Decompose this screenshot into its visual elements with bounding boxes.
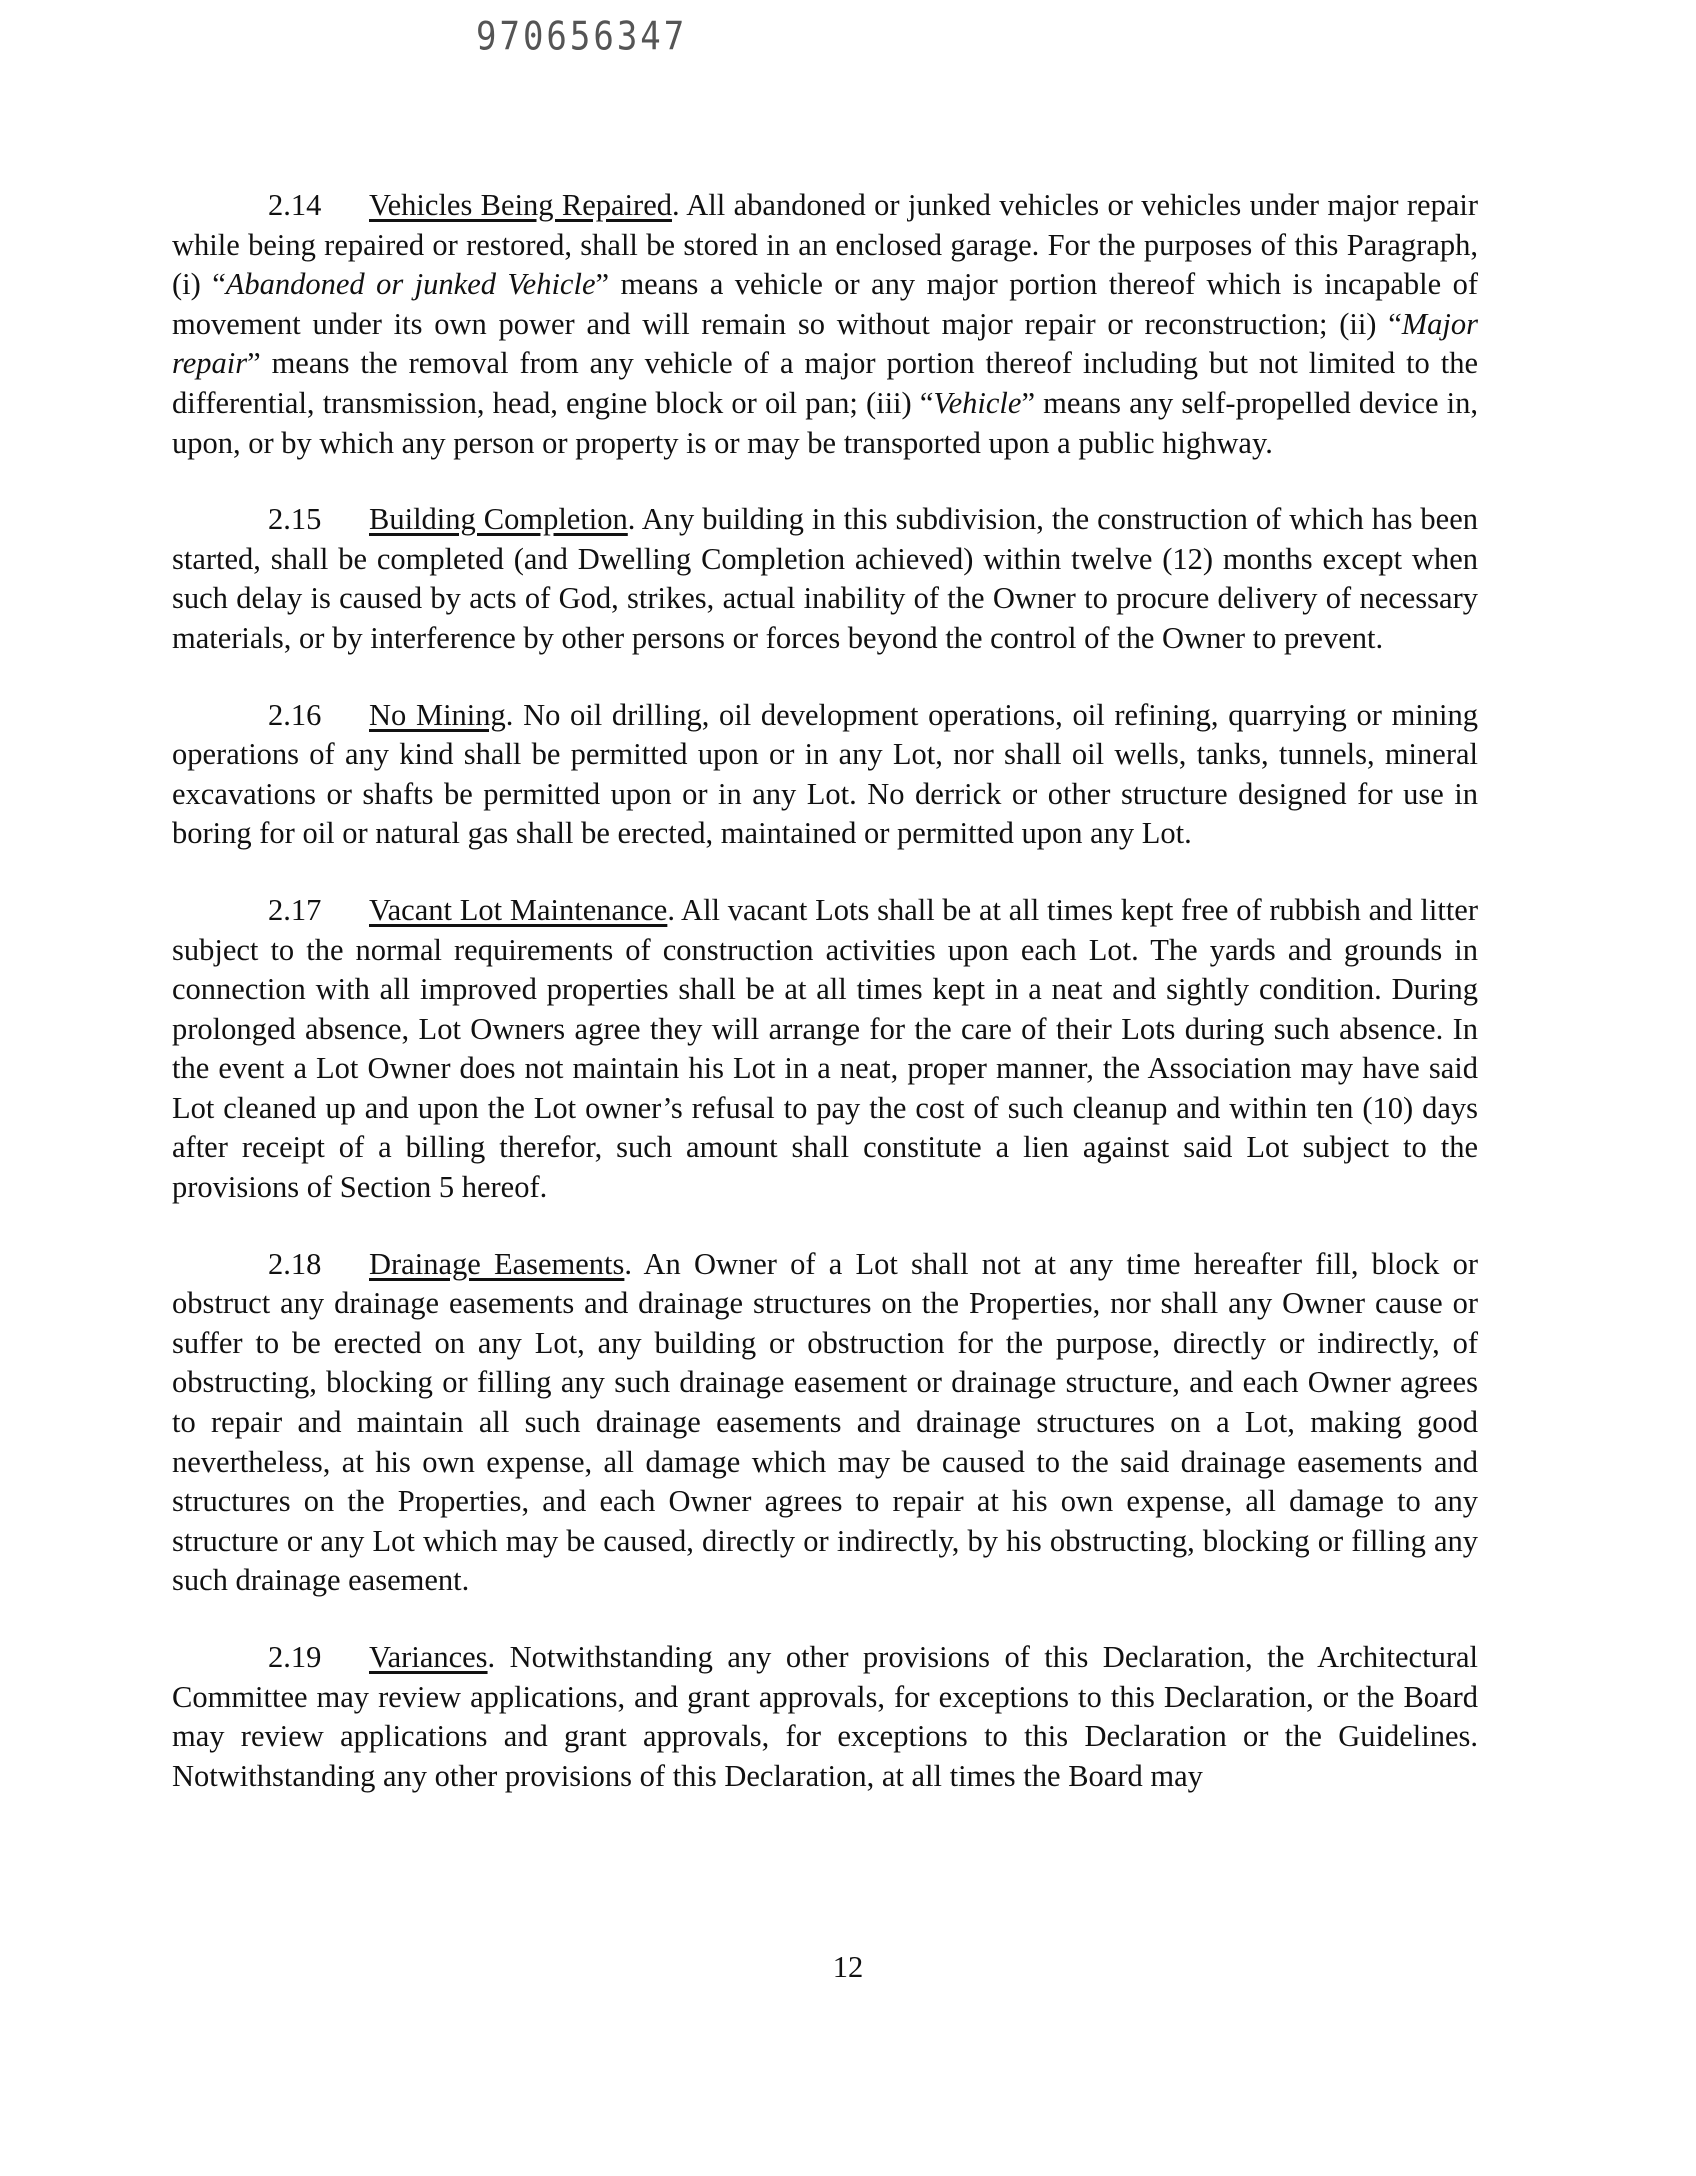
section-text: . All abandoned or junked vehicles or vehicles under major repair while being repaired or restored, shall be stored in an enclosed garage. For the purposes of this Paragraph, (i) “ — [172, 188, 1478, 302]
section-number: 2.19 — [268, 1640, 322, 1674]
section-title: No Mining — [369, 697, 506, 732]
recording-number: 970656347 — [476, 14, 688, 60]
section-text: ” means a vehicle or any major portion thereof which is incapable of movement under its own power and will remain so without major repair or reconstruction; (ii) “ — [172, 267, 1478, 341]
section-text: ” means any self-propelled device in, upon, or by which any person or property is or may be transported upon a public highway. — [172, 385, 1478, 460]
section-title: Variances — [369, 1640, 488, 1674]
section-2-16 — [172, 696, 1478, 854]
section-number: 2.18 — [268, 1246, 322, 1281]
section-2-15 — [172, 500, 1478, 658]
defined-term: Vehicle — [933, 385, 1022, 420]
section-text: . No oil drilling, oil development operations, oil refining, quarrying or mining operations of any kind shall be permitted upon or in any Lot, nor shall oil wells, tanks, tunnels, mineral excavations or shafts be permitted upon or in any Lot. No derrick or other structure designed for use in boring for oil or natural gas shall be erected, maintained or permitted upon any Lot. — [172, 697, 1478, 851]
section-text: . An Owner of a Lot shall not at any time hereafter fill, block or obstruct any drainage easements and drainage structures on the Properties, nor shall any Owner cause or suffer to be erected on any Lot, any building or obstruction for the purpose, directly or indirectly, of obstructing, blocking or filling any such drainage easement or drainage structure, and each Owner agrees to repair and maintain all such drainage easements and drainage structures on a Lot, making good nevertheless, at his own expense, all damage which may be caused to the said drainage easements and structures on the Properties, and each Owner agrees to repair at his own expense, all damage to any structure or any Lot which may be caused, directly or indirectly, by his obstructing, blocking or filling any such drainage easement. — [172, 1246, 1478, 1598]
document-body — [172, 186, 1478, 1833]
section-title: Building Completion — [369, 502, 628, 537]
section-title: Vacant Lot Maintenance — [369, 892, 668, 927]
section-text: ” means the removal from any vehicle of a major portion thereof including but not limited to the differential, transmission, head, engine block or oil pan; (iii) “ — [172, 346, 1478, 420]
section-text: . Notwithstanding any other provisions of this Declaration, the Architectural Committee may review applications, and grant approvals, for exceptions to this Declaration, or the Board may review applications and grant approvals, for exceptions to this Declaration or the Guidelines. Notwithstanding any other provisions of this Declaration, at all times the Board may — [172, 1640, 1478, 1793]
defined-term: Abandoned or junked Vehicle — [225, 267, 596, 302]
section-number: 2.15 — [268, 502, 322, 537]
section-number: 2.17 — [268, 892, 322, 927]
section-2-17 — [172, 891, 1478, 1208]
section-title: Vehicles Being Repaired — [369, 188, 672, 222]
section-2-18 — [172, 1245, 1478, 1601]
section-text: . All vacant Lots shall be at all times kept free of rubbish and litter subject to the normal requirements of construction activities upon each Lot. The yards and grounds in connection with all improved properties shall be at all times kept in a neat and sightly condition. During prolonged absence, Lot Owners agree they will arrange for the care of their Lots during such absence. In the event a Lot Owner does not maintain his Lot in a neat, proper manner, the Association may have said Lot cleaned up and upon the Lot owner’s refusal to pay the cost of such cleanup and within ten (10) days after receipt of a billing therefor, such amount shall constitute a lien against said Lot subject to the provisions of Section 5 hereof. — [172, 892, 1478, 1205]
section-title: Drainage Easements — [369, 1246, 625, 1281]
section-2-19 — [172, 1638, 1478, 1796]
section-number: 2.16 — [268, 697, 322, 732]
section-number: 2.14 — [268, 188, 322, 222]
section-text: . Any building in this subdivision, the construction of which has been started, shall be completed (and Dwelling Completion achieved) within twelve (12) months except when such delay is caused by acts of God, strikes, actual inability of the Owner to procure delivery of necessary materials, or by interference by other persons or forces beyond the control of the Owner to prevent. — [172, 502, 1478, 655]
section-2-14 — [172, 186, 1478, 463]
defined-term: Major repair — [172, 306, 1478, 381]
page-number: 12 — [832, 1950, 864, 1984]
